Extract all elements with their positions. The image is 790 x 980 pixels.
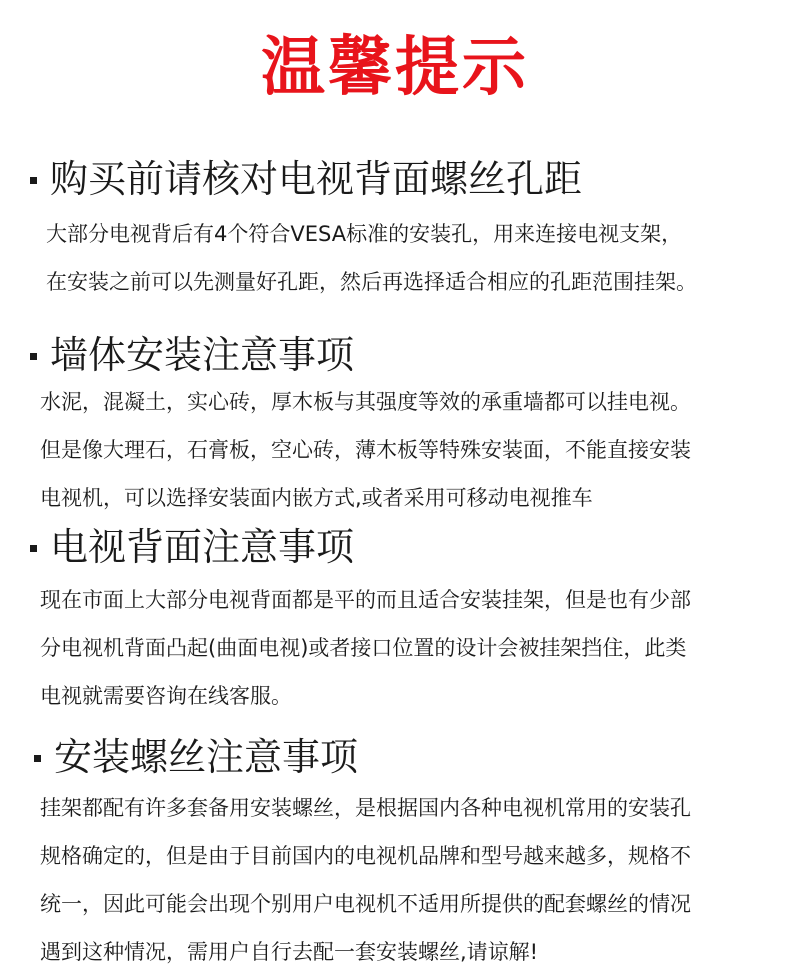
section-heading: 购买前请核对电视背面螺丝孔距 <box>50 157 583 201</box>
bullet-icon <box>30 177 37 184</box>
page-title: 温馨提示 <box>261 31 529 105</box>
paragraph-line: 统一，因此可能会出现个别用户电视机不适用所提供的配套螺丝的情况 <box>40 892 691 916</box>
paragraph-line: 分电视机背面凸起(曲面电视)或者接口位置的设计会被挂架挡住，此类 <box>40 636 687 660</box>
section-paragraph <box>46 210 697 306</box>
section-paragraph <box>40 378 691 522</box>
section-paragraph <box>40 784 691 976</box>
paragraph-line: 大部分电视背后有4个符合VESA标准的安装孔，用来连接电视支架， <box>46 222 683 246</box>
section-heading: 墙体安装注意事项 <box>50 333 355 377</box>
bullet-icon <box>30 545 37 552</box>
paragraph-line: 但是像大理石，石膏板，空心砖，薄木板等特殊安装面，不能直接安装 <box>40 438 691 462</box>
section-heading: 电视背面注意事项 <box>50 525 355 569</box>
paragraph-line: 规格确定的，但是由于目前国内的电视机品牌和型号越来越多，规格不 <box>40 844 691 868</box>
section-paragraph <box>40 576 691 720</box>
bullet-icon <box>34 755 41 762</box>
bullet-icon <box>30 353 37 360</box>
section-heading: 安装螺丝注意事项 <box>54 735 359 779</box>
paragraph-line: 遇到这种情况，需用户自行去配一套安装螺丝,请谅解! <box>40 940 539 964</box>
paragraph-line: 电视就需要咨询在线客服。 <box>40 684 292 708</box>
paragraph-line: 在安装之前可以先测量好孔距，然后再选择适合相应的孔距范围挂架。 <box>46 270 697 294</box>
paragraph-line: 水泥，混凝土，实心砖，厚木板与其强度等效的承重墙都可以挂电视。 <box>40 390 691 414</box>
paragraph-line: 电视机，可以选择安装面内嵌方式,或者采用可移动电视推车 <box>40 486 593 510</box>
paragraph-line: 挂架都配有许多套备用安装螺丝，是根据国内各种电视机常用的安装孔 <box>40 796 691 820</box>
paragraph-line: 现在市面上大部分电视背面都是平的而且适合安装挂架，但是也有少部 <box>40 588 691 612</box>
